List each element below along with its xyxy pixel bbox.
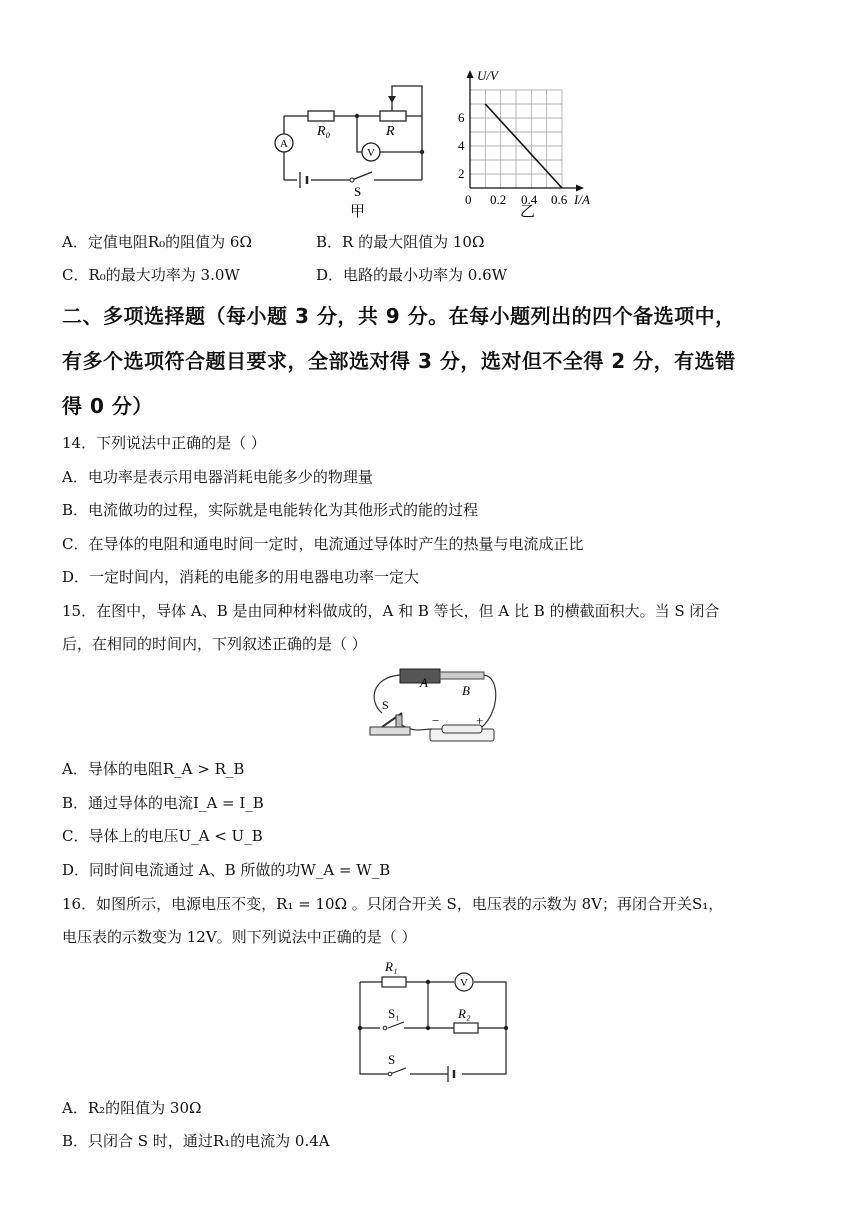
q15-option-b: B．通过导体的电流I_A = I_B	[62, 794, 264, 812]
ui-graph-yi	[450, 66, 610, 220]
svg-text:4: 4	[458, 138, 465, 153]
q14-option-c: C．在导体的电阻和通电时间一定时，电流通过导体时产生的热量与电流成正比	[62, 535, 584, 553]
q15-option-a: A．导体的电阻R_A > R_B	[62, 760, 245, 778]
q16-stem-line2: 电压表的示数变为 12V。则下列说法中正确的是（ ）	[62, 928, 417, 946]
q16-option-b: B．只闭合 S 时，通过R₁的电流为 0.4A	[62, 1132, 330, 1150]
q16-option-a: A．R₂的阻值为 30Ω	[62, 1099, 202, 1117]
r1-r2-circuit-figure	[352, 954, 512, 1082]
q15-stem-line1: 15．在图中，导体 A、B 是由同种材料做成的，A 和 B 等长，但 A 比 B 的横截面积大。当 S 闭合	[62, 602, 720, 620]
svg-text:R₂: R₂	[458, 1006, 471, 1021]
svg-text:I/A: I/A	[574, 192, 590, 207]
svg-text:A: A	[280, 138, 288, 150]
svg-text:V: V	[367, 147, 375, 159]
svg-text:0: 0	[465, 192, 472, 207]
svg-text:S: S	[382, 698, 389, 712]
q14-option-d: D．一定时间内，消耗的电能多的用电器电功率一定大	[62, 568, 420, 586]
svg-text:R: R	[386, 124, 395, 139]
q13-option-b: B．R 的最大阻值为 10Ω	[316, 233, 485, 251]
q13-option-c: C．R₀的最大功率为 3.0W	[62, 266, 240, 284]
q14-option-a: A．电功率是表示用电器消耗电能多少的物理量	[62, 468, 373, 486]
q14-option-b: B．电流做功的过程，实际就是电能转化为其他形式的能的过程	[62, 501, 479, 519]
q14-stem: 14．下列说法中正确的是（ ）	[62, 434, 266, 452]
svg-text:−: −	[432, 713, 440, 728]
svg-text:+: +	[476, 713, 484, 728]
svg-text:0.2: 0.2	[490, 192, 507, 207]
svg-text:6: 6	[458, 110, 465, 125]
svg-text:0.4: 0.4	[521, 192, 538, 207]
q13-option-d: D．电路的最小功率为 0.6W	[316, 266, 508, 284]
svg-text:B: B	[462, 683, 470, 698]
svg-text:S₁: S₁	[388, 1006, 400, 1021]
section-heading-line1: 二、多项选择题（每小题 3 分，共 9 分。在每小题列出的四个备选项中，	[62, 304, 736, 328]
caption-yi: 乙	[520, 204, 536, 220]
q13-option-a: A．定值电阻R₀的阻值为 6Ω	[62, 233, 252, 251]
section-heading-line3: 得 0 分）	[62, 394, 153, 418]
svg-text:S: S	[388, 1052, 396, 1067]
svg-text:A: A	[420, 675, 428, 690]
conductor-circuit-figure	[362, 663, 502, 747]
q15-option-d: D．同时间电流通过 A、B 所做的功W_A = W_B	[62, 861, 391, 879]
svg-text:R₀: R₀	[317, 124, 331, 139]
circuit-diagram-jia	[262, 70, 442, 220]
caption-jia: 甲	[350, 204, 366, 220]
svg-text:R₁: R₁	[385, 959, 398, 974]
svg-text:2: 2	[458, 166, 465, 181]
svg-text:U/V: U/V	[477, 68, 498, 83]
section-heading-line2: 有多个选项符合题目要求，全部选对得 3 分，选对但不全得 2 分，有选错	[62, 349, 736, 373]
svg-text:S: S	[354, 184, 362, 199]
q16-stem-line1: 16．如图所示，电源电压不变，R₁ = 10Ω 。只闭合开关 S，电压表的示数为 8V；再闭合开关S₁，	[62, 895, 724, 913]
q15-stem-line2: 后，在相同的时间内，下列叙述正确的是（ ）	[62, 635, 367, 653]
q15-option-c: C．导体上的电压U_A < U_B	[62, 827, 263, 845]
svg-text:0.6: 0.6	[551, 192, 568, 207]
svg-text:V: V	[460, 977, 468, 989]
